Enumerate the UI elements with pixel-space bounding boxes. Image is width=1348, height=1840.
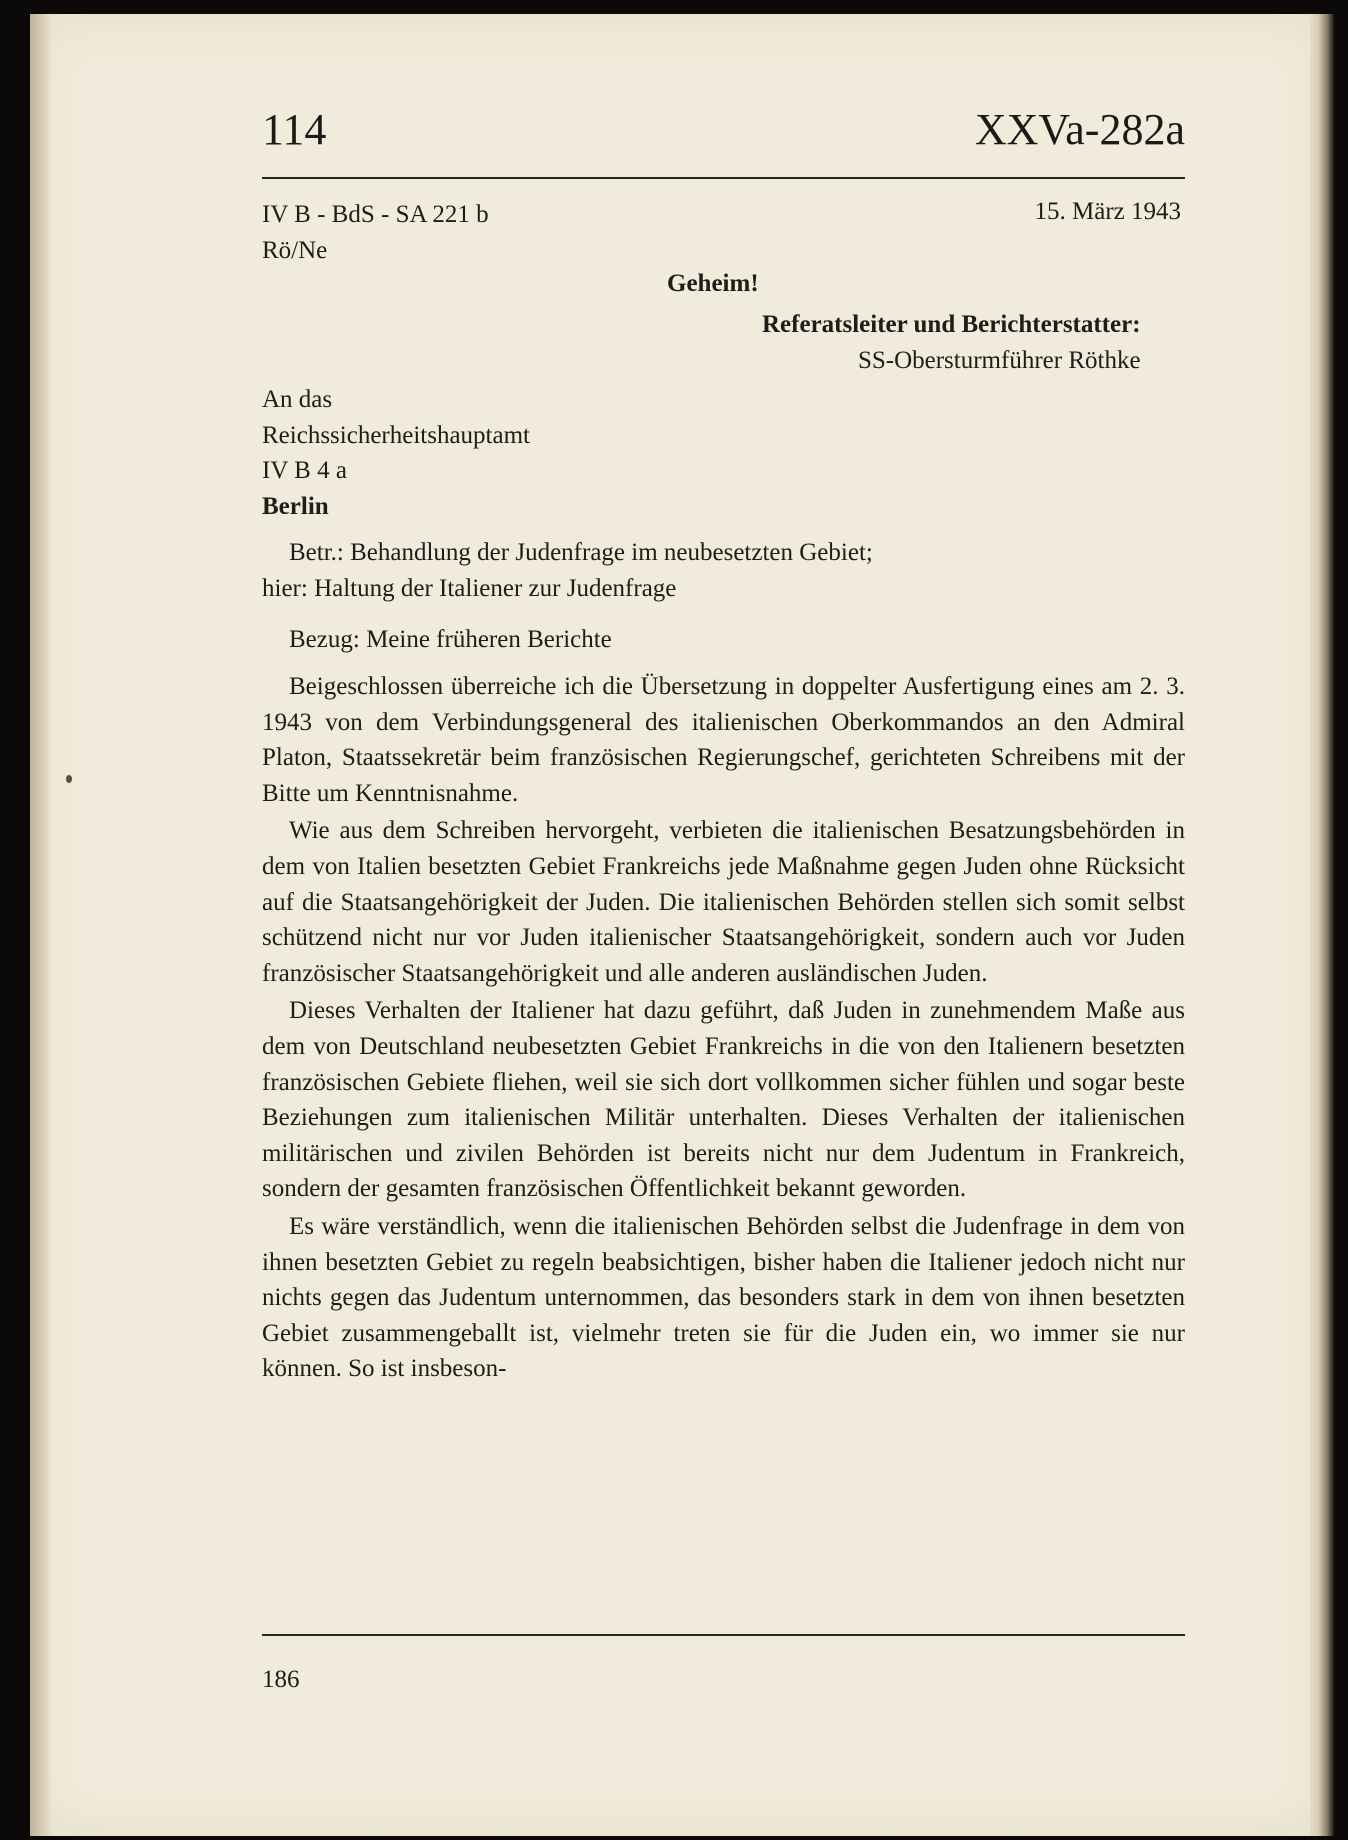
- subject-line: Betr.: Behandlung der Judenfrage im neubesetzten Gebiet;: [289, 539, 873, 566]
- page-stack-edge: [1310, 14, 1334, 1836]
- body-paragraph: Beigeschlossen überreiche ich die Übersetzung in doppelter Ausfertigung eines am 2. 3. 1943 von dem Verbindungsgeneral des italienischen Oberkommandos an den Admiral Platon, Staatssekretär beim französischen Regierungschef, gerichteten Schreibens mit der Bitte um Kenntnisnahme.: [262, 673, 1185, 807]
- footer-rule: [262, 1634, 1185, 1636]
- classification-mark: Geheim!: [667, 270, 759, 297]
- address-line: IV B 4 a: [262, 457, 347, 485]
- page-binding-edge: [30, 14, 52, 1836]
- header-rule: [262, 177, 1185, 179]
- footer-page-number: 186: [262, 1666, 300, 1693]
- initials-line: Rö/Ne: [262, 236, 328, 264]
- ink-speck: [66, 775, 72, 783]
- subject-line: hier: Haltung der Italiener zur Judenfrage: [262, 574, 677, 602]
- body-paragraph: Wie aus dem Schreiben hervorgeht, verbieten die italienischen Besatzungsbehörden in dem von Italien besetzten Gebiet Frankreichs jede Maßnahme gegen Juden ohne Rücksicht auf die Staatsangehörigkeit der Juden. Die italienischen Behörden stellen sich somit selbst schützend nicht nur vor Juden italienischer Staatsangehörigkeit, sondern auch vor Juden französischer Staatsangehörigkeit und alle anderen ausländischen Juden.: [262, 817, 1185, 987]
- reference-note: Bezug: Meine früheren Berichte: [289, 626, 612, 653]
- author-role: Referatsleiter und Berichterstatter:: [762, 311, 1141, 338]
- address-line: Reichssicherheitshauptamt: [262, 421, 530, 449]
- author-name: SS-Obersturmführer Röthke: [857, 346, 1141, 374]
- letter-date: 15. März 1943: [1034, 198, 1181, 225]
- recipient-address: [262, 382, 530, 524]
- reference-line: IV B - BdS - SA 221 b: [262, 201, 489, 228]
- header-page-number: 114: [262, 105, 327, 154]
- body-paragraph: Es wäre verständlich, wenn die italienischen Behörden selbst die Judenfrage in dem von ihnen besetzten Gebiet zu regeln beabsichtigen, bisher haben die Italiener jedoch nicht nur nichts gegen das Judentum unternommen, das besonders stark in dem von ihnen besetzten Gebiet zusammengeballt ist, vielmehr treten sie für die Juden ein, wo immer sie nur können. So ist insbeson-: [262, 1212, 1185, 1383]
- address-city: Berlin: [262, 492, 329, 520]
- reference-block: [262, 197, 489, 268]
- letter-body: [262, 669, 1185, 1389]
- address-line: An das: [262, 386, 333, 413]
- author-block: [762, 307, 1141, 378]
- body-paragraph: Dieses Verhalten der Italiener hat dazu geführt, daß Juden in zunehmendem Maße aus dem von Deutschland neubesetzten Gebiet Frankreichs in die von den Italienern besetzten französischen Gebiete fliehen, weil sie sich dort vollkommen sicher fühlen und sogar beste Beziehungen zum italienischen Militär unterhalten. Dieses Verhalten der italienischen militärischen und zivilen Behörden ist bereits nicht nur dem Judentum in Frankreich, sondern der gesamten französischen Öffentlichkeit bekannt geworden.: [262, 997, 1185, 1203]
- subject-block: [262, 535, 873, 606]
- header-document-code: XXVa-282a: [974, 105, 1185, 154]
